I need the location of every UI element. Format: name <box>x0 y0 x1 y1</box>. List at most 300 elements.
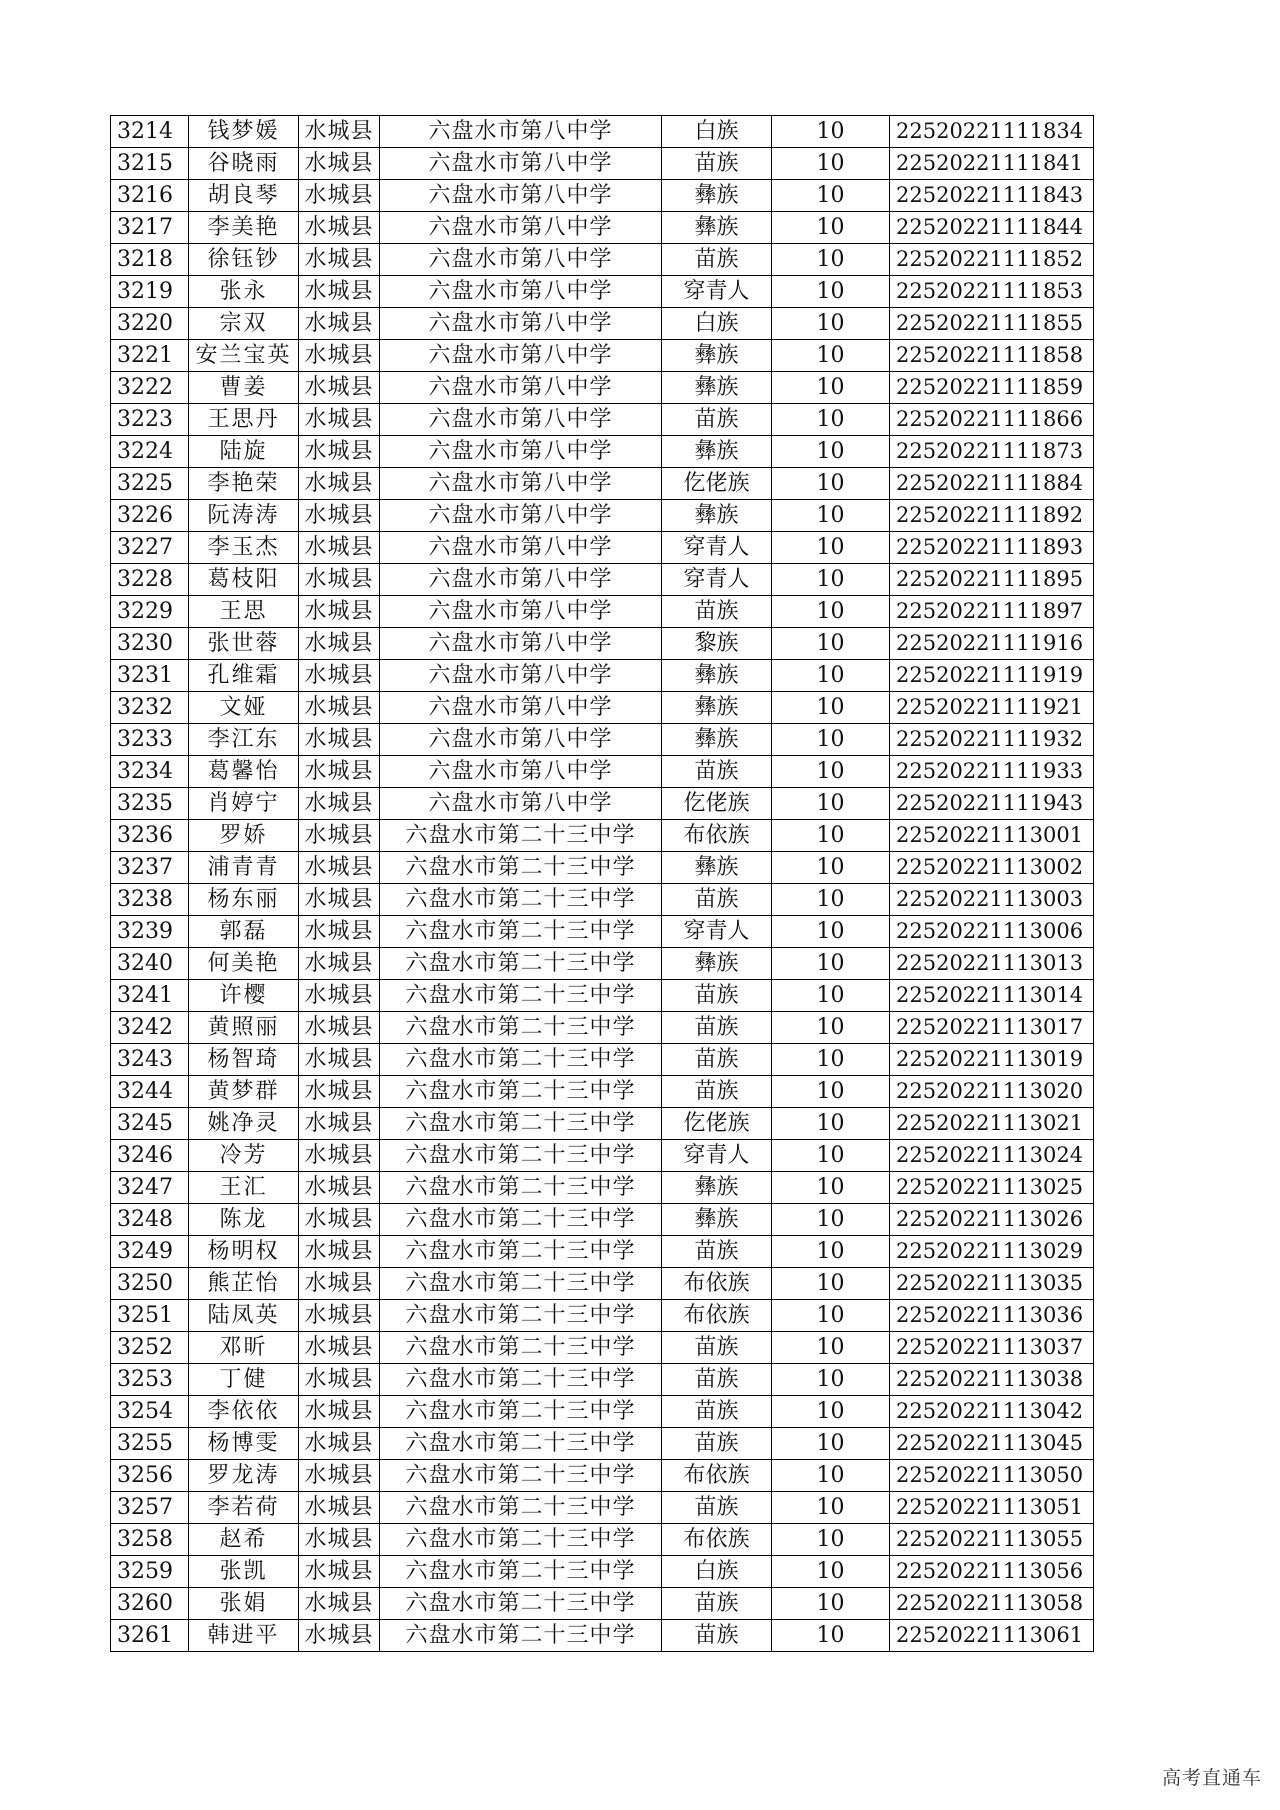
school-cell: 六盘水市第二十三中学 <box>380 948 662 980</box>
name-cell: 罗娇 <box>189 820 299 852</box>
name-cell: 安兰宝英 <box>189 340 299 372</box>
row-number-cell: 3254 <box>111 1396 189 1428</box>
ethnicity-cell: 彝族 <box>662 500 772 532</box>
exam-number-cell: 22520221113006 <box>890 916 1094 948</box>
row-number-cell: 3246 <box>111 1140 189 1172</box>
grade-cell: 10 <box>772 1076 890 1108</box>
table-row <box>111 212 1094 244</box>
row-number-cell: 3217 <box>111 212 189 244</box>
exam-number-cell: 22520221111897 <box>890 596 1094 628</box>
ethnicity-cell: 彝族 <box>662 660 772 692</box>
county-cell: 水城县 <box>299 1076 380 1108</box>
exam-number-cell: 22520221113017 <box>890 1012 1094 1044</box>
county-cell: 水城县 <box>299 1332 380 1364</box>
grade-cell: 10 <box>772 788 890 820</box>
grade-cell: 10 <box>772 820 890 852</box>
exam-number-cell: 22520221113001 <box>890 820 1094 852</box>
exam-number-cell: 22520221111858 <box>890 340 1094 372</box>
school-cell: 六盘水市第八中学 <box>380 468 662 500</box>
ethnicity-cell: 穿青人 <box>662 1140 772 1172</box>
grade-cell: 10 <box>772 1556 890 1588</box>
table-row <box>111 1460 1094 1492</box>
table-row <box>111 916 1094 948</box>
table-row <box>111 148 1094 180</box>
exam-number-cell: 22520221113056 <box>890 1556 1094 1588</box>
exam-number-cell: 22520221113042 <box>890 1396 1094 1428</box>
grade-cell: 10 <box>772 1012 890 1044</box>
school-cell: 六盘水市第二十三中学 <box>380 884 662 916</box>
grade-cell: 10 <box>772 756 890 788</box>
grade-cell: 10 <box>772 340 890 372</box>
name-cell: 宗双 <box>189 308 299 340</box>
county-cell: 水城县 <box>299 564 380 596</box>
table-row <box>111 820 1094 852</box>
row-number-cell: 3228 <box>111 564 189 596</box>
ethnicity-cell: 彝族 <box>662 340 772 372</box>
ethnicity-cell: 苗族 <box>662 1428 772 1460</box>
name-cell: 李玉杰 <box>189 532 299 564</box>
ethnicity-cell: 彝族 <box>662 724 772 756</box>
exam-number-cell: 22520221113019 <box>890 1044 1094 1076</box>
grade-cell: 10 <box>772 1108 890 1140</box>
exam-number-cell: 22520221113026 <box>890 1204 1094 1236</box>
grade-cell: 10 <box>772 628 890 660</box>
name-cell: 王思丹 <box>189 404 299 436</box>
school-cell: 六盘水市第八中学 <box>380 788 662 820</box>
name-cell: 陈龙 <box>189 1204 299 1236</box>
school-cell: 六盘水市第二十三中学 <box>380 1492 662 1524</box>
row-number-cell: 3239 <box>111 916 189 948</box>
table-row <box>111 628 1094 660</box>
ethnicity-cell: 穿青人 <box>662 276 772 308</box>
grade-cell: 10 <box>772 1332 890 1364</box>
table-row <box>111 244 1094 276</box>
table-row <box>111 1332 1094 1364</box>
ethnicity-cell: 穿青人 <box>662 564 772 596</box>
exam-number-cell: 22520221111893 <box>890 532 1094 564</box>
ethnicity-cell: 仡佬族 <box>662 468 772 500</box>
grade-cell: 10 <box>772 948 890 980</box>
school-cell: 六盘水市第八中学 <box>380 628 662 660</box>
school-cell: 六盘水市第八中学 <box>380 180 662 212</box>
exam-number-cell: 22520221111844 <box>890 212 1094 244</box>
school-cell: 六盘水市第八中学 <box>380 244 662 276</box>
county-cell: 水城县 <box>299 724 380 756</box>
county-cell: 水城县 <box>299 1364 380 1396</box>
row-number-cell: 3232 <box>111 692 189 724</box>
name-cell: 肖婷宁 <box>189 788 299 820</box>
school-cell: 六盘水市第二十三中学 <box>380 1012 662 1044</box>
exam-number-cell: 22520221113024 <box>890 1140 1094 1172</box>
exam-number-cell: 22520221113014 <box>890 980 1094 1012</box>
grade-cell: 10 <box>772 596 890 628</box>
table-row <box>111 1108 1094 1140</box>
grade-cell: 10 <box>772 404 890 436</box>
table-row <box>111 468 1094 500</box>
row-number-cell: 3241 <box>111 980 189 1012</box>
school-cell: 六盘水市第二十三中学 <box>380 1140 662 1172</box>
school-cell: 六盘水市第八中学 <box>380 148 662 180</box>
row-number-cell: 3222 <box>111 372 189 404</box>
school-cell: 六盘水市第二十三中学 <box>380 1236 662 1268</box>
ethnicity-cell: 白族 <box>662 116 772 148</box>
exam-number-cell: 22520221111853 <box>890 276 1094 308</box>
county-cell: 水城县 <box>299 1460 380 1492</box>
ethnicity-cell: 彝族 <box>662 436 772 468</box>
row-number-cell: 3214 <box>111 116 189 148</box>
name-cell: 陆凤英 <box>189 1300 299 1332</box>
grade-cell: 10 <box>772 1524 890 1556</box>
school-cell: 六盘水市第二十三中学 <box>380 852 662 884</box>
name-cell: 阮涛涛 <box>189 500 299 532</box>
ethnicity-cell: 苗族 <box>662 1588 772 1620</box>
grade-cell: 10 <box>772 852 890 884</box>
name-cell: 王汇 <box>189 1172 299 1204</box>
school-cell: 六盘水市第八中学 <box>380 212 662 244</box>
exam-number-cell: 22520221113045 <box>890 1428 1094 1460</box>
county-cell: 水城县 <box>299 1044 380 1076</box>
row-number-cell: 3235 <box>111 788 189 820</box>
grade-cell: 10 <box>772 372 890 404</box>
table-row <box>111 1492 1094 1524</box>
table-row <box>111 436 1094 468</box>
name-cell: 李江东 <box>189 724 299 756</box>
row-number-cell: 3248 <box>111 1204 189 1236</box>
county-cell: 水城县 <box>299 276 380 308</box>
exam-number-cell: 22520221113036 <box>890 1300 1094 1332</box>
table-row <box>111 180 1094 212</box>
ethnicity-cell: 彝族 <box>662 372 772 404</box>
county-cell: 水城县 <box>299 1108 380 1140</box>
grade-cell: 10 <box>772 244 890 276</box>
row-number-cell: 3216 <box>111 180 189 212</box>
ethnicity-cell: 黎族 <box>662 628 772 660</box>
ethnicity-cell: 仡佬族 <box>662 788 772 820</box>
grade-cell: 10 <box>772 1428 890 1460</box>
watermark-text: 高考直通车 <box>1161 1767 1262 1789</box>
exam-number-cell: 22520221111921 <box>890 692 1094 724</box>
county-cell: 水城县 <box>299 468 380 500</box>
name-cell: 陆旋 <box>189 436 299 468</box>
ethnicity-cell: 苗族 <box>662 1012 772 1044</box>
ethnicity-cell: 苗族 <box>662 1492 772 1524</box>
school-cell: 六盘水市第二十三中学 <box>380 1300 662 1332</box>
county-cell: 水城县 <box>299 692 380 724</box>
grade-cell: 10 <box>772 724 890 756</box>
row-number-cell: 3258 <box>111 1524 189 1556</box>
name-cell: 孔维霜 <box>189 660 299 692</box>
exam-number-cell: 22520221113035 <box>890 1268 1094 1300</box>
school-cell: 六盘水市第二十三中学 <box>380 1108 662 1140</box>
row-number-cell: 3226 <box>111 500 189 532</box>
school-cell: 六盘水市第二十三中学 <box>380 1364 662 1396</box>
table-row <box>111 692 1094 724</box>
county-cell: 水城县 <box>299 948 380 980</box>
ethnicity-cell: 布依族 <box>662 1300 772 1332</box>
exam-number-cell: 22520221111843 <box>890 180 1094 212</box>
county-cell: 水城县 <box>299 820 380 852</box>
exam-number-cell: 22520221113021 <box>890 1108 1094 1140</box>
grade-cell: 10 <box>772 1268 890 1300</box>
table-row <box>111 1300 1094 1332</box>
exam-number-cell: 22520221113020 <box>890 1076 1094 1108</box>
school-cell: 六盘水市第二十三中学 <box>380 1172 662 1204</box>
name-cell: 李艳荣 <box>189 468 299 500</box>
table-row <box>111 724 1094 756</box>
name-cell: 张世蓉 <box>189 628 299 660</box>
row-number-cell: 3221 <box>111 340 189 372</box>
table-row <box>111 980 1094 1012</box>
county-cell: 水城县 <box>299 212 380 244</box>
grade-cell: 10 <box>772 980 890 1012</box>
school-cell: 六盘水市第八中学 <box>380 660 662 692</box>
county-cell: 水城县 <box>299 1172 380 1204</box>
county-cell: 水城县 <box>299 1620 380 1652</box>
grade-cell: 10 <box>772 436 890 468</box>
county-cell: 水城县 <box>299 500 380 532</box>
school-cell: 六盘水市第八中学 <box>380 340 662 372</box>
row-number-cell: 3229 <box>111 596 189 628</box>
name-cell: 冷芳 <box>189 1140 299 1172</box>
school-cell: 六盘水市第二十三中学 <box>380 916 662 948</box>
row-number-cell: 3244 <box>111 1076 189 1108</box>
row-number-cell: 3225 <box>111 468 189 500</box>
exam-number-cell: 22520221113061 <box>890 1620 1094 1652</box>
county-cell: 水城县 <box>299 148 380 180</box>
ethnicity-cell: 苗族 <box>662 756 772 788</box>
name-cell: 葛枝阳 <box>189 564 299 596</box>
row-number-cell: 3215 <box>111 148 189 180</box>
exam-number-cell: 22520221113038 <box>890 1364 1094 1396</box>
grade-cell: 10 <box>772 1620 890 1652</box>
exam-number-cell: 22520221113055 <box>890 1524 1094 1556</box>
table-row <box>111 1524 1094 1556</box>
table-row <box>111 660 1094 692</box>
table-row <box>111 1012 1094 1044</box>
name-cell: 何美艳 <box>189 948 299 980</box>
county-cell: 水城县 <box>299 340 380 372</box>
table-row <box>111 340 1094 372</box>
county-cell: 水城县 <box>299 884 380 916</box>
ethnicity-cell: 穿青人 <box>662 532 772 564</box>
name-cell: 韩进平 <box>189 1620 299 1652</box>
row-number-cell: 3251 <box>111 1300 189 1332</box>
ethnicity-cell: 苗族 <box>662 1076 772 1108</box>
row-number-cell: 3242 <box>111 1012 189 1044</box>
row-number-cell: 3218 <box>111 244 189 276</box>
exam-number-cell: 22520221111895 <box>890 564 1094 596</box>
grade-cell: 10 <box>772 1396 890 1428</box>
school-cell: 六盘水市第八中学 <box>380 308 662 340</box>
row-number-cell: 3231 <box>111 660 189 692</box>
name-cell: 李若荷 <box>189 1492 299 1524</box>
roster-body <box>111 116 1094 1652</box>
row-number-cell: 3236 <box>111 820 189 852</box>
ethnicity-cell: 苗族 <box>662 1236 772 1268</box>
table-row <box>111 1396 1094 1428</box>
school-cell: 六盘水市第二十三中学 <box>380 1620 662 1652</box>
name-cell: 胡良琴 <box>189 180 299 212</box>
school-cell: 六盘水市第二十三中学 <box>380 1428 662 1460</box>
row-number-cell: 3240 <box>111 948 189 980</box>
table-row <box>111 1204 1094 1236</box>
table-row <box>111 1076 1094 1108</box>
county-cell: 水城县 <box>299 756 380 788</box>
row-number-cell: 3261 <box>111 1620 189 1652</box>
row-number-cell: 3233 <box>111 724 189 756</box>
ethnicity-cell: 苗族 <box>662 1620 772 1652</box>
table-row <box>111 1620 1094 1652</box>
school-cell: 六盘水市第八中学 <box>380 372 662 404</box>
county-cell: 水城县 <box>299 1012 380 1044</box>
row-number-cell: 3252 <box>111 1332 189 1364</box>
name-cell: 黄照丽 <box>189 1012 299 1044</box>
school-cell: 六盘水市第二十三中学 <box>380 980 662 1012</box>
county-cell: 水城县 <box>299 1588 380 1620</box>
school-cell: 六盘水市第八中学 <box>380 500 662 532</box>
table-row <box>111 1364 1094 1396</box>
table-row <box>111 884 1094 916</box>
county-cell: 水城县 <box>299 596 380 628</box>
table-row <box>111 948 1094 980</box>
exam-number-cell: 22520221111855 <box>890 308 1094 340</box>
school-cell: 六盘水市第二十三中学 <box>380 1076 662 1108</box>
row-number-cell: 3238 <box>111 884 189 916</box>
name-cell: 杨明权 <box>189 1236 299 1268</box>
table-row <box>111 564 1094 596</box>
grade-cell: 10 <box>772 180 890 212</box>
county-cell: 水城县 <box>299 1204 380 1236</box>
county-cell: 水城县 <box>299 628 380 660</box>
name-cell: 李美艳 <box>189 212 299 244</box>
name-cell: 钱梦媛 <box>189 116 299 148</box>
table-row <box>111 596 1094 628</box>
school-cell: 六盘水市第二十三中学 <box>380 1204 662 1236</box>
exam-number-cell: 22520221113051 <box>890 1492 1094 1524</box>
ethnicity-cell: 穿青人 <box>662 916 772 948</box>
table-row <box>111 372 1094 404</box>
row-number-cell: 3230 <box>111 628 189 660</box>
exam-number-cell: 22520221113013 <box>890 948 1094 980</box>
grade-cell: 10 <box>772 564 890 596</box>
school-cell: 六盘水市第二十三中学 <box>380 1332 662 1364</box>
ethnicity-cell: 白族 <box>662 308 772 340</box>
table-row <box>111 1236 1094 1268</box>
name-cell: 杨智琦 <box>189 1044 299 1076</box>
county-cell: 水城县 <box>299 916 380 948</box>
ethnicity-cell: 苗族 <box>662 404 772 436</box>
ethnicity-cell: 苗族 <box>662 1332 772 1364</box>
row-number-cell: 3220 <box>111 308 189 340</box>
table-row <box>111 852 1094 884</box>
name-cell: 熊芷怡 <box>189 1268 299 1300</box>
school-cell: 六盘水市第二十三中学 <box>380 1396 662 1428</box>
grade-cell: 10 <box>772 884 890 916</box>
school-cell: 六盘水市第八中学 <box>380 116 662 148</box>
ethnicity-cell: 苗族 <box>662 980 772 1012</box>
school-cell: 六盘水市第二十三中学 <box>380 1460 662 1492</box>
ethnicity-cell: 布依族 <box>662 1460 772 1492</box>
ethnicity-cell: 苗族 <box>662 884 772 916</box>
county-cell: 水城县 <box>299 660 380 692</box>
grade-cell: 10 <box>772 1460 890 1492</box>
name-cell: 郭磊 <box>189 916 299 948</box>
grade-cell: 10 <box>772 1300 890 1332</box>
table-row <box>111 1556 1094 1588</box>
table-row <box>111 1140 1094 1172</box>
county-cell: 水城县 <box>299 1492 380 1524</box>
name-cell: 张永 <box>189 276 299 308</box>
school-cell: 六盘水市第二十三中学 <box>380 1524 662 1556</box>
name-cell: 赵希 <box>189 1524 299 1556</box>
name-cell: 杨博雯 <box>189 1428 299 1460</box>
row-number-cell: 3227 <box>111 532 189 564</box>
ethnicity-cell: 彝族 <box>662 1204 772 1236</box>
ethnicity-cell: 布依族 <box>662 1268 772 1300</box>
name-cell: 谷晓雨 <box>189 148 299 180</box>
row-number-cell: 3219 <box>111 276 189 308</box>
county-cell: 水城县 <box>299 1396 380 1428</box>
row-number-cell: 3234 <box>111 756 189 788</box>
name-cell: 葛馨怡 <box>189 756 299 788</box>
name-cell: 徐钰钞 <box>189 244 299 276</box>
table-row <box>111 404 1094 436</box>
table-row <box>111 1044 1094 1076</box>
county-cell: 水城县 <box>299 244 380 276</box>
county-cell: 水城县 <box>299 1428 380 1460</box>
county-cell: 水城县 <box>299 1524 380 1556</box>
exam-number-cell: 22520221113025 <box>890 1172 1094 1204</box>
exam-number-cell: 22520221111859 <box>890 372 1094 404</box>
name-cell: 浦青青 <box>189 852 299 884</box>
county-cell: 水城县 <box>299 1140 380 1172</box>
grade-cell: 10 <box>772 1236 890 1268</box>
exam-number-cell: 22520221111932 <box>890 724 1094 756</box>
school-cell: 六盘水市第二十三中学 <box>380 820 662 852</box>
name-cell: 黄梦群 <box>189 1076 299 1108</box>
row-number-cell: 3260 <box>111 1588 189 1620</box>
table-row <box>111 276 1094 308</box>
grade-cell: 10 <box>772 532 890 564</box>
county-cell: 水城县 <box>299 1300 380 1332</box>
county-cell: 水城县 <box>299 436 380 468</box>
ethnicity-cell: 苗族 <box>662 1044 772 1076</box>
grade-cell: 10 <box>772 276 890 308</box>
grade-cell: 10 <box>772 1204 890 1236</box>
school-cell: 六盘水市第八中学 <box>380 756 662 788</box>
grade-cell: 10 <box>772 1364 890 1396</box>
ethnicity-cell: 彝族 <box>662 180 772 212</box>
ethnicity-cell: 苗族 <box>662 148 772 180</box>
row-number-cell: 3223 <box>111 404 189 436</box>
county-cell: 水城县 <box>299 980 380 1012</box>
school-cell: 六盘水市第八中学 <box>380 436 662 468</box>
grade-cell: 10 <box>772 500 890 532</box>
county-cell: 水城县 <box>299 1268 380 1300</box>
grade-cell: 10 <box>772 468 890 500</box>
ethnicity-cell: 苗族 <box>662 596 772 628</box>
county-cell: 水城县 <box>299 308 380 340</box>
school-cell: 六盘水市第八中学 <box>380 276 662 308</box>
county-cell: 水城县 <box>299 1236 380 1268</box>
county-cell: 水城县 <box>299 852 380 884</box>
school-cell: 六盘水市第八中学 <box>380 692 662 724</box>
ethnicity-cell: 苗族 <box>662 244 772 276</box>
ethnicity-cell: 仡佬族 <box>662 1108 772 1140</box>
row-number-cell: 3245 <box>111 1108 189 1140</box>
row-number-cell: 3224 <box>111 436 189 468</box>
ethnicity-cell: 布依族 <box>662 1524 772 1556</box>
